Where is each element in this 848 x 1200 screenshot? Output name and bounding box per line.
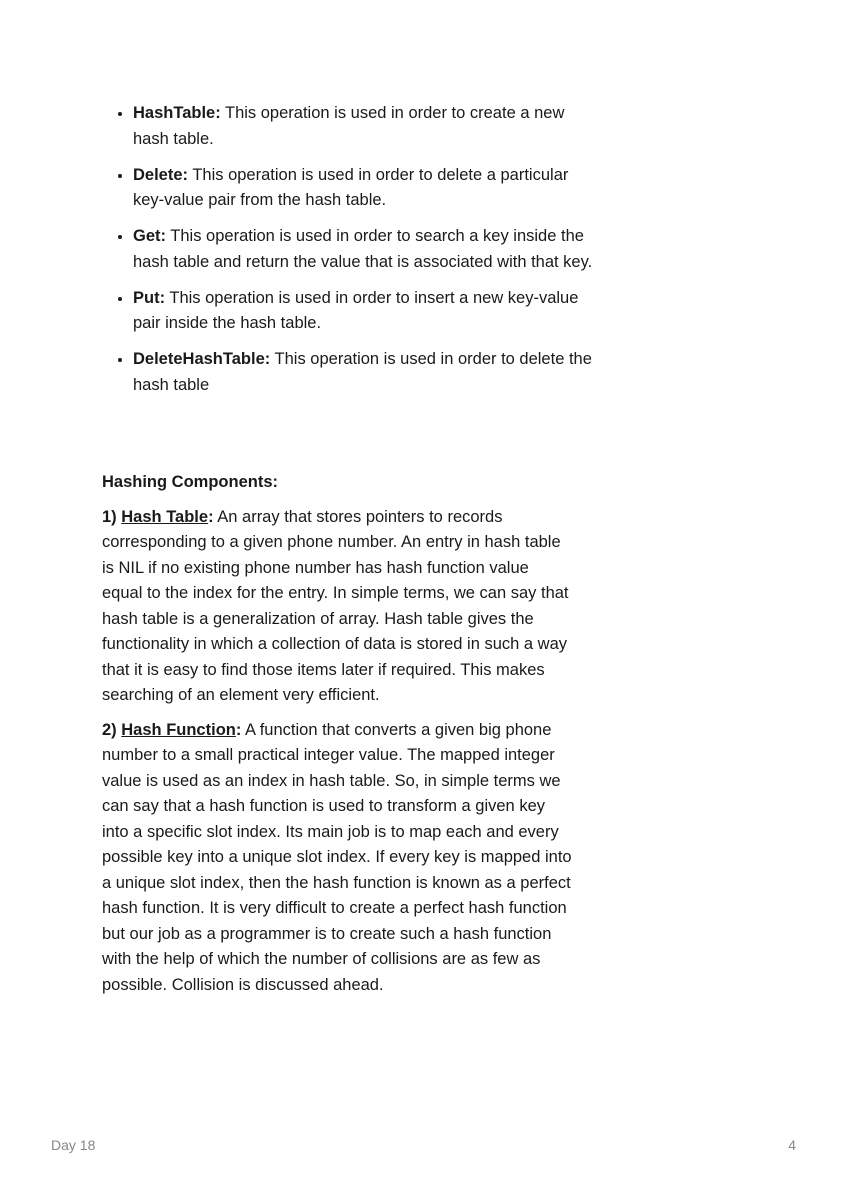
operation-term: Delete:: [133, 165, 189, 184]
operation-term: HashTable:: [133, 104, 221, 122]
component-colon: :: [208, 507, 214, 526]
hashing-components-section: [102, 470, 572, 1007]
list-item: [133, 163, 593, 214]
footer-page-number: 4: [788, 1137, 796, 1153]
operation-description: This operation is used in order to delete a particular key-value pair from the hash table.: [133, 165, 569, 209]
component-name: Hash Function: [121, 720, 236, 739]
component-description: An array that stores pointers to records corresponding to a given phone number. An entry in hash table is NIL if no existing phone number has hash function value equal to the index for the entry. In simple terms, we can say that hash table is a generalization of array. Hash table gives the functionality in which a collection of data is stored in such a way that it is easy to find those items later if required. This makes searching of an element very efficient.: [102, 507, 569, 704]
footer-day-label: Day 18: [51, 1137, 96, 1153]
component-description: A function that converts a given big phone number to a small practical integer value. The mapped integer value is used as an index in hash table. So, in simple terms we can say that a hash function is used to transform a given key into a specific slot index. Its main job is to map each and every possible key into a unique slot index. If every key is mapped into a unique slot index, then the hash function is known as a perfect hash function. It is very difficult to create a perfect hash function but our job as a programmer is to create such a hash function with the help of which the number of collisions are as few as possible. Collision is discussed ahead.: [102, 720, 572, 994]
component-colon: :: [235, 720, 242, 739]
list-item: [133, 101, 593, 152]
operation-term: DeleteHashTable:: [133, 350, 271, 368]
list-item: [133, 347, 593, 398]
component-name: Hash Table: [121, 507, 209, 526]
list-item: [133, 286, 593, 337]
operation-description: This operation is used in order to insert a new key-value pair inside the hash table.: [133, 288, 579, 332]
component-number: 2): [102, 720, 122, 739]
component-paragraph: [102, 718, 572, 999]
operation-description: This operation is used in order to search a key inside the hash table and return the value that is associated with that key.: [133, 227, 593, 271]
component-number: 1): [102, 507, 122, 526]
operation-description: This operation is used in order to create a new hash table.: [133, 104, 565, 148]
list-item: [133, 224, 593, 275]
operations-list: [112, 101, 593, 409]
operation-description: This operation is used in order to delete the hash table: [133, 350, 592, 394]
section-heading: Hashing Components:: [102, 473, 278, 491]
component-paragraph: [102, 505, 572, 709]
operation-term: Put:: [133, 288, 166, 307]
operation-term: Get:: [133, 227, 166, 245]
